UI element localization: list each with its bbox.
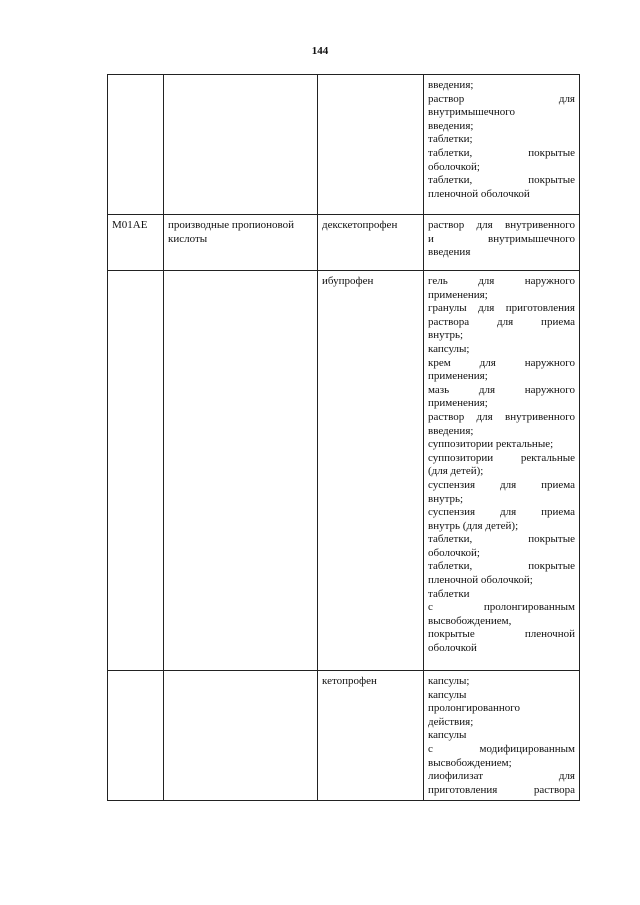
dosage-form-line: гранулы для приготовления (428, 302, 575, 315)
dosage-form-line: раствора для приема (428, 315, 575, 328)
dosage-form-line: раствор для внутривенного (428, 410, 575, 423)
dosage-form-line: таблетки; (428, 133, 473, 146)
dosage-form-line: введения; (428, 119, 474, 132)
dosage-form-line: таблетки, покрытые (428, 533, 575, 546)
group-name-cell: производные пропионовой кислоты (164, 215, 318, 271)
dosage-form-line: гель для наружного (428, 275, 575, 287)
dosage-form-line: капсулы (428, 729, 467, 742)
dosage-form-line: капсулы; (428, 342, 470, 355)
dosage-form-line: применения; (428, 370, 488, 383)
dosage-form-line: суспензия для приема (428, 478, 575, 491)
dosage-form-line: высвобождением, (428, 614, 512, 627)
table-row (108, 671, 580, 801)
dosage-form-line: введения; (428, 424, 474, 437)
dosage-form-line: суспензия для приема (428, 506, 575, 519)
dosage-forms-cell (424, 271, 580, 671)
drug-table (107, 74, 580, 801)
dosage-form-line: крем для наружного (428, 356, 575, 369)
dosage-form-line: применения; (428, 397, 488, 410)
dosage-form-line: пролонгированного (428, 702, 520, 715)
dosage-form-line: внутрь; (428, 492, 464, 505)
dosage-form-line: внутримышечного (428, 106, 515, 119)
dosage-form-line: раствор для внутривенного (428, 219, 575, 231)
atc-code-cell: M01AE (108, 215, 164, 271)
dosage-form-line: таблетки, покрытые (428, 174, 575, 187)
drug-name-cell: ибупрофен (318, 271, 424, 671)
drug-name-cell: кетопрофен (318, 671, 424, 801)
dosage-form-line: с модифицированным (428, 742, 575, 755)
dosage-form-line: пленочной оболочкой; (428, 574, 533, 587)
dosage-form-line: оболочкой (428, 642, 477, 655)
atc-code-cell (108, 75, 164, 215)
dosage-form-line: и внутримышечного (428, 232, 575, 245)
dosage-form-line: с пролонгированным (428, 601, 575, 614)
group-name-cell (164, 671, 318, 801)
dosage-form-line: пленочной оболочкой (428, 187, 530, 200)
dosage-form-line: внутрь; (428, 329, 464, 342)
dosage-form-line: оболочкой; (428, 160, 480, 173)
group-name-cell (164, 75, 318, 215)
dosage-forms-cell (424, 215, 580, 271)
dosage-form-line: суппозитории ректальные; (428, 438, 554, 451)
dosage-form-line: покрытые пленочной (428, 628, 575, 641)
dosage-form-line: приготовления раствора (428, 783, 575, 796)
dosage-form-line: действия; (428, 715, 474, 728)
page-number: 144 (311, 45, 329, 57)
dosage-form-line: (для детей); (428, 465, 484, 478)
dosage-form-line: таблетки, покрытые (428, 146, 575, 159)
group-name-cell (164, 271, 318, 671)
table-row (108, 271, 580, 671)
dosage-form-line: раствор для (428, 92, 575, 105)
atc-code-cell (108, 271, 164, 671)
dosage-form-line: таблетки (428, 587, 470, 600)
dosage-form-line: капсулы (428, 688, 467, 701)
dosage-forms-cell (424, 75, 580, 215)
atc-code-cell (108, 671, 164, 801)
table-row (108, 215, 580, 271)
dosage-form-line: капсулы; (428, 675, 470, 687)
table-row (108, 75, 580, 215)
dosage-form-line: мазь для наружного (428, 383, 575, 396)
drug-name-cell (318, 75, 424, 215)
dosage-form-line: введения (428, 246, 471, 259)
dosage-form-line: суппозитории ректальные (428, 451, 575, 464)
dosage-form-line: лиофилизат для (428, 770, 575, 783)
drug-table-body (108, 75, 580, 801)
dosage-form-line: введения; (428, 79, 474, 91)
dosage-form-line: внутрь (для детей); (428, 519, 519, 532)
dosage-forms-cell (424, 671, 580, 801)
drug-name-cell: декскетопрофен (318, 215, 424, 271)
dosage-form-line: применения; (428, 288, 488, 301)
dosage-form-line: таблетки, покрытые (428, 560, 575, 573)
dosage-form-line: высвобождением; (428, 756, 512, 769)
dosage-form-line: оболочкой; (428, 546, 480, 559)
